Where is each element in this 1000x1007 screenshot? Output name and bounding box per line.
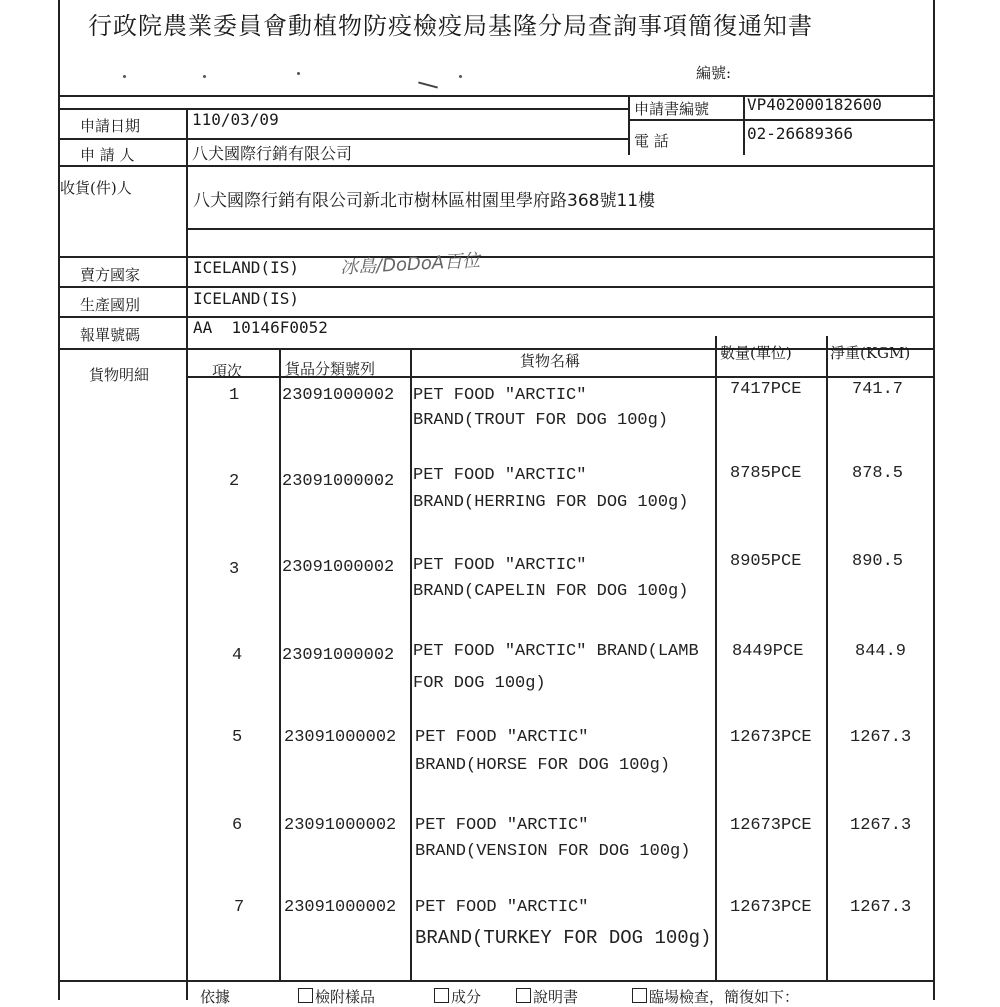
- row-code: 23091000002: [282, 646, 395, 665]
- handwritten-note: 冰島/DoDoA百位: [339, 250, 481, 279]
- rule: [58, 348, 935, 350]
- checkbox-icon[interactable]: [632, 988, 647, 1003]
- row-weight: 878.5: [852, 464, 904, 483]
- declaration-no: AA 10146F0052: [193, 318, 328, 337]
- frame-left: [58, 0, 60, 1000]
- consignee-address: 八犬國際行銷有限公司新北市樹林區柑園里學府路368號11樓: [193, 191, 656, 211]
- rule: [58, 316, 935, 318]
- seller-country-label: 賣方國家: [80, 266, 141, 284]
- row-name-line1: PET FOOD "ARCTIC": [413, 386, 587, 405]
- phone-number: 02-26689366: [747, 124, 853, 143]
- row-weight: 844.9: [855, 642, 907, 661]
- column-header-weight: 淨重(KGM): [830, 344, 911, 362]
- row-name-line2: FOR DOG 100g): [413, 674, 546, 693]
- goods-label: 貨物明細: [89, 366, 150, 384]
- row-item: 7: [234, 898, 245, 917]
- rule: [743, 95, 745, 155]
- origin-country: ICELAND(IS): [193, 289, 299, 308]
- footer-option-sample-label: 檢附樣品: [315, 988, 376, 1006]
- rule: [58, 286, 935, 288]
- rule: [58, 108, 628, 110]
- row-qty: 8905PCE: [730, 552, 802, 571]
- row-code: 23091000002: [284, 898, 397, 917]
- checkbox-icon[interactable]: [434, 988, 449, 1003]
- row-code: 23091000002: [284, 728, 397, 747]
- row-name-line1: PET FOOD "ARCTIC": [415, 898, 589, 917]
- row-item: 3: [229, 560, 240, 579]
- document-title: 行政院農業委員會動植物防疫檢疫局基隆分局查詢事項簡復通知書: [88, 12, 813, 40]
- footer-option-manual[interactable]: [516, 986, 578, 1007]
- application-date-label: 申請日期: [80, 117, 141, 135]
- row-name-line1: PET FOOD "ARCTIC": [413, 556, 587, 575]
- rule: [186, 108, 188, 258]
- rule: [58, 138, 628, 140]
- row-weight: 890.5: [852, 552, 904, 571]
- row-qty: 12673PCE: [730, 816, 812, 835]
- phone-label: 電 話: [634, 132, 669, 150]
- scan-mark: [418, 81, 438, 88]
- scan-speck: [203, 75, 206, 78]
- rule: [628, 119, 935, 121]
- consignee-label: 收貨(件)人: [60, 179, 132, 197]
- declaration-no-label: 報單號碼: [80, 326, 141, 344]
- column-header-name: 貨物名稱: [520, 352, 581, 370]
- row-qty: 12673PCE: [730, 728, 812, 747]
- rule: [826, 336, 828, 980]
- row-item: 1: [229, 386, 240, 405]
- column-header-qty: 數量(單位): [720, 344, 792, 362]
- row-weight: 741.7: [852, 380, 904, 399]
- row-qty: 8449PCE: [732, 642, 804, 661]
- frame-right: [933, 0, 935, 1000]
- row-weight: 1267.3: [850, 728, 912, 747]
- applicant-label: 申 請 人: [80, 146, 135, 164]
- footer-option-manual-label: 說明書: [533, 988, 579, 1006]
- row-name-line2: BRAND(HERRING FOR DOG 100g): [413, 493, 689, 512]
- row-qty: 8785PCE: [730, 464, 802, 483]
- column-header-item: 項次: [212, 362, 243, 380]
- application-no: VP402000182600: [747, 95, 882, 114]
- row-item: 4: [232, 646, 243, 665]
- row-item: 5: [232, 728, 243, 747]
- origin-country-label: 生產國別: [80, 296, 141, 314]
- number-label: 編號:: [696, 64, 732, 82]
- row-name-line1: PET FOOD "ARCTIC": [413, 466, 587, 485]
- rule: [279, 348, 281, 980]
- row-weight: 1267.3: [850, 816, 912, 835]
- rule: [628, 95, 630, 155]
- footer-option-sample[interactable]: [298, 986, 375, 1007]
- footer-option-ingredients-label: 成分: [451, 988, 482, 1006]
- row-code: 23091000002: [282, 386, 395, 405]
- rule: [410, 348, 412, 980]
- rule: [58, 980, 935, 982]
- row-name-line1: PET FOOD "ARCTIC" BRAND(LAMB: [413, 642, 699, 661]
- scan-speck: [297, 72, 300, 75]
- row-name-line1: PET FOOD "ARCTIC": [415, 816, 589, 835]
- rule: [58, 165, 935, 167]
- row-code: 23091000002: [284, 816, 397, 835]
- applicant-name: 八犬國際行銷有限公司: [192, 144, 353, 163]
- row-name-line1: PET FOOD "ARCTIC": [415, 728, 589, 747]
- row-name-line2: BRAND(TURKEY FOR DOG 100g): [415, 927, 712, 949]
- row-weight: 1267.3: [850, 898, 912, 917]
- row-item: 2: [229, 472, 240, 491]
- row-name-line2: BRAND(CAPELIN FOR DOG 100g): [413, 582, 689, 601]
- row-name-line2: BRAND(TROUT FOR DOG 100g): [413, 411, 669, 430]
- application-date: 110/03/09: [192, 110, 279, 129]
- scan-speck: [459, 75, 462, 78]
- rule: [715, 336, 717, 980]
- scan-speck: [123, 75, 126, 78]
- footer-option-ingredients[interactable]: [434, 986, 481, 1007]
- row-qty: 12673PCE: [730, 898, 812, 917]
- checkbox-icon[interactable]: [298, 988, 313, 1003]
- checkbox-icon[interactable]: [516, 988, 531, 1003]
- footer-option-inspection[interactable]: [632, 986, 799, 1007]
- row-item: 6: [232, 816, 243, 835]
- rule: [186, 348, 188, 1000]
- column-header-code: 貨品分類號列: [285, 360, 376, 378]
- seller-country: ICELAND(IS): [193, 258, 299, 277]
- rule: [186, 256, 188, 351]
- row-name-line2: BRAND(VENSION FOR DOG 100g): [415, 842, 691, 861]
- row-code: 23091000002: [282, 472, 395, 491]
- rule: [186, 228, 935, 230]
- rule: [58, 256, 935, 258]
- row-name-line2: BRAND(HORSE FOR DOG 100g): [415, 756, 671, 775]
- footer-basis: 依據: [200, 988, 231, 1006]
- row-qty: 7417PCE: [730, 380, 802, 399]
- application-no-label: 申請書編號: [634, 100, 710, 118]
- footer-option-inspection-label: 臨場檢查，簡復如下：: [649, 988, 800, 1006]
- row-code: 23091000002: [282, 558, 395, 577]
